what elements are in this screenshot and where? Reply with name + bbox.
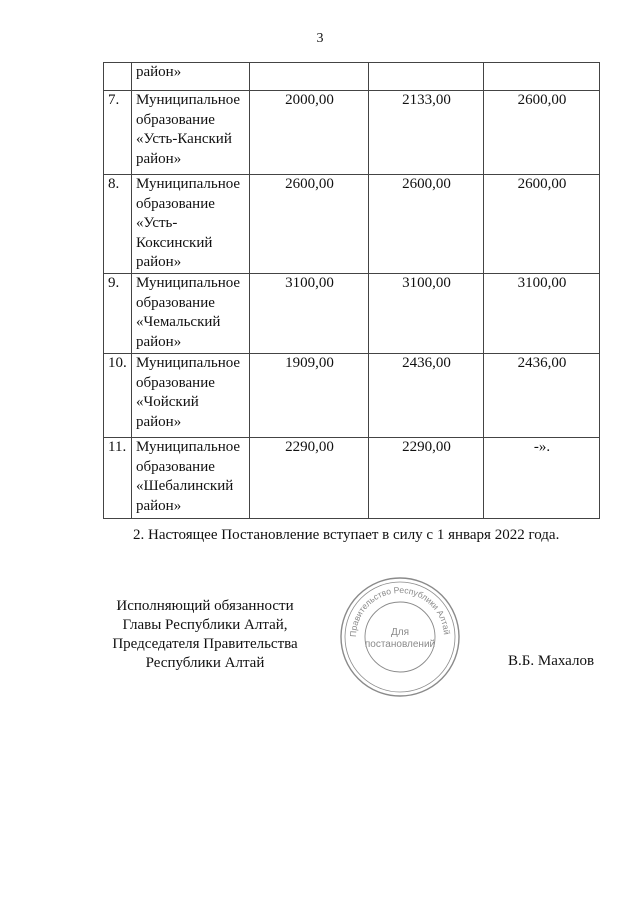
row-number: 11.: [104, 437, 132, 518]
stamp-center-line2: постановлений: [364, 639, 436, 650]
value-cell-1: 1909,00: [250, 353, 369, 437]
municipality-name: Муниципальное образование «Чойский район»: [132, 353, 250, 437]
row-number: 9.: [104, 273, 132, 353]
stamp-ring-text: Правительство Республики Алтай: [347, 584, 452, 638]
value-cell-3: 2600,00: [484, 175, 600, 274]
value-cell-3: 2600,00: [484, 91, 600, 175]
signatory-title-line: Главы Республики Алтай,: [122, 617, 288, 633]
table-row: [104, 437, 600, 518]
value-cell-2: 3100,00: [369, 273, 484, 353]
table-row: [104, 175, 600, 274]
table-row: [104, 63, 600, 91]
official-stamp: [338, 575, 462, 699]
table-row: [104, 273, 600, 353]
value-cell-2: 2600,00: [369, 175, 484, 274]
value-cell-2: [369, 63, 484, 91]
row-number: 7.: [104, 91, 132, 175]
municipality-name: Муниципальное образование «Усть- Коксинский район»: [132, 175, 250, 274]
value-cell-2: 2290,00: [369, 437, 484, 518]
row-number: 10.: [104, 353, 132, 437]
page-number: 3: [316, 31, 324, 46]
allocation-table: [103, 62, 600, 519]
table-row: [104, 91, 600, 175]
signatory-title-line: Председателя Правительства: [112, 636, 298, 652]
municipality-name: район»: [132, 63, 250, 91]
value-cell-3: 2436,00: [484, 353, 600, 437]
value-cell-1: 2290,00: [250, 437, 369, 518]
table-row: [104, 353, 600, 437]
municipality-name: Муниципальное образование «Шебалинский район»: [132, 437, 250, 518]
value-cell-1: 2000,00: [250, 91, 369, 175]
signatory-name: В.Б. Махалов: [508, 653, 595, 669]
value-cell-1: [250, 63, 369, 91]
row-number: [104, 63, 132, 91]
value-cell-2: 2436,00: [369, 353, 484, 437]
value-cell-3: -».: [484, 437, 600, 518]
effective-date-clause: 2. Настоящее Постановление вступает в силу с 1 января 2022 года.: [133, 527, 560, 543]
value-cell-1: 2600,00: [250, 175, 369, 274]
signatory-title-line: Исполняющий обязанности: [116, 598, 294, 614]
municipality-name: Муниципальное образование «Чемальский район»: [132, 273, 250, 353]
value-cell-1: 3100,00: [250, 273, 369, 353]
value-cell-3: 3100,00: [484, 273, 600, 353]
value-cell-2: 2133,00: [369, 91, 484, 175]
signatory-title: [105, 597, 305, 673]
municipality-name: Муниципальное образование «Усть-Канский район»: [132, 91, 250, 175]
row-number: 8.: [104, 175, 132, 274]
stamp-center-line1: Для: [390, 627, 410, 638]
value-cell-3: [484, 63, 600, 91]
signatory-title-line: Республики Алтай: [145, 655, 265, 671]
